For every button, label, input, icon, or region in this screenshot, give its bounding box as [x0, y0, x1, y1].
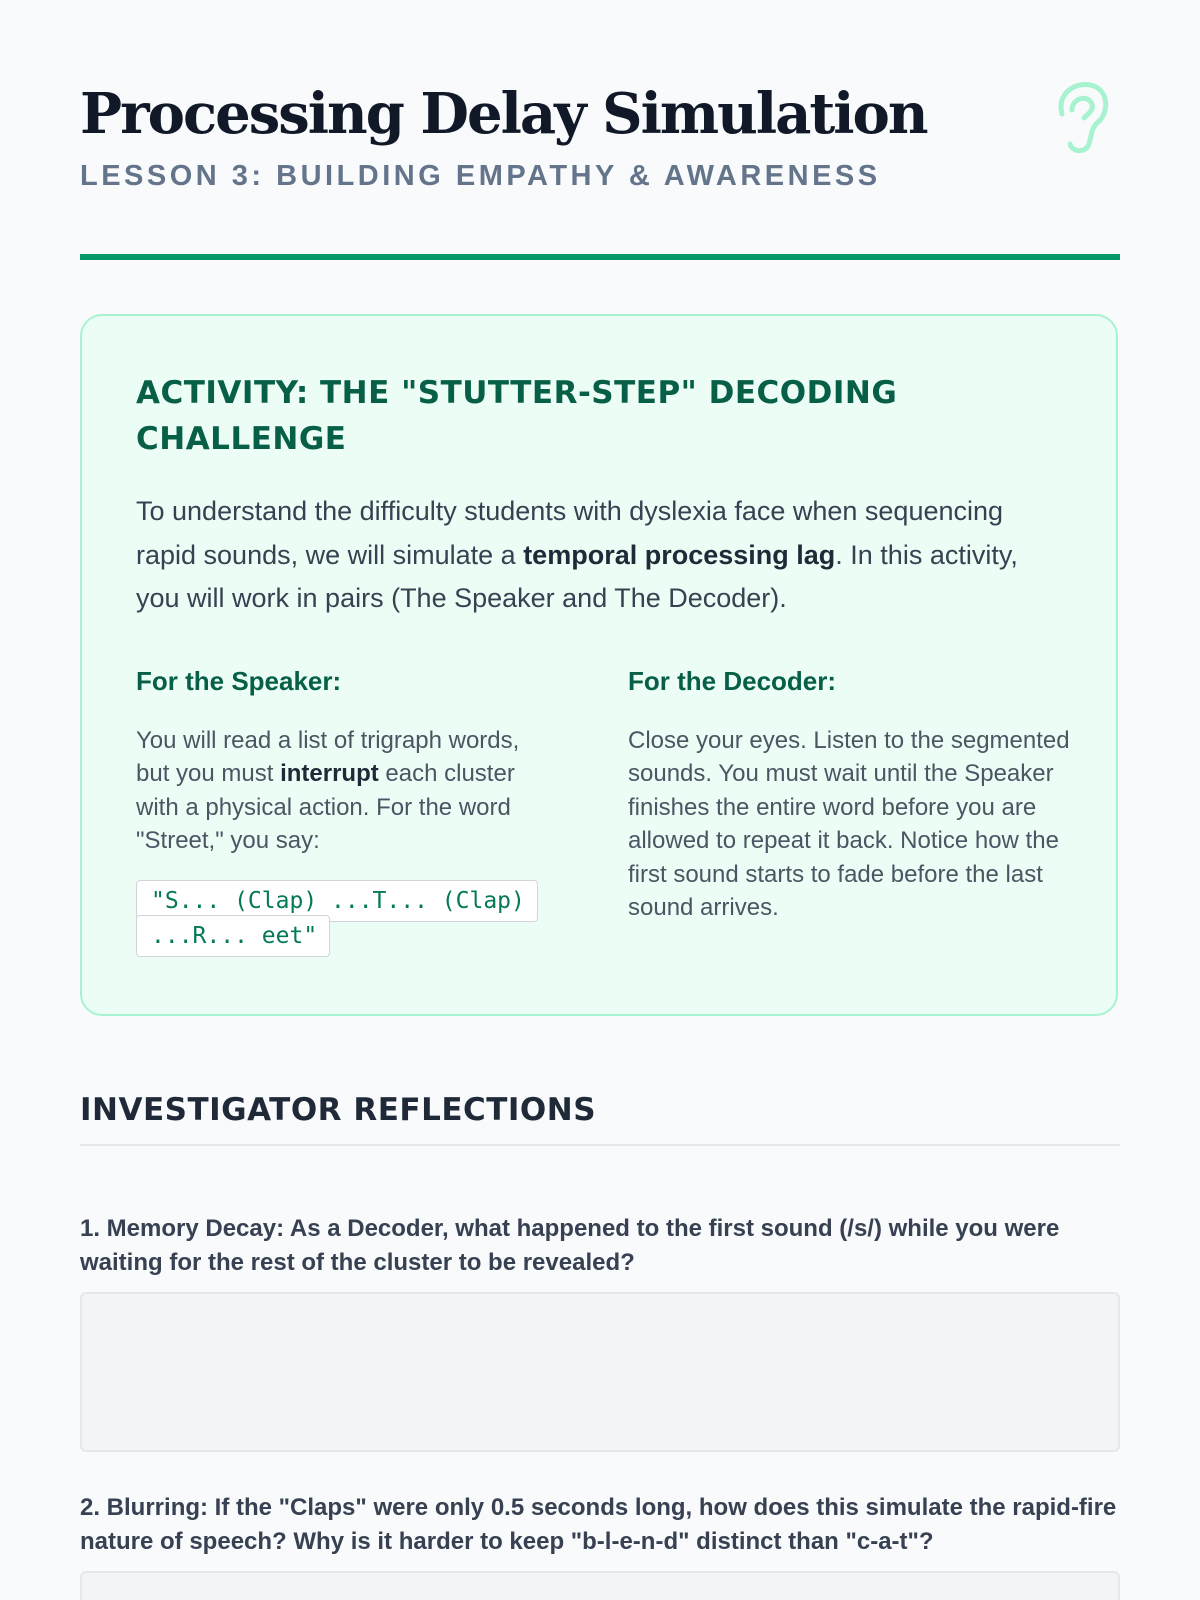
decoder-heading: For the Decoder: — [628, 666, 837, 696]
ear-icon — [1048, 80, 1112, 160]
activity-intro-emphasis: temporal processing lag — [523, 539, 836, 570]
speaker-instructions-emphasis: interrupt — [280, 760, 379, 788]
lesson-subtitle: LESSON 3: BUILDING EMPATHY & AWARENESS — [80, 160, 881, 192]
page-title: Processing Delay Simulation — [80, 81, 927, 147]
speaker-instructions-text: You will read a list of trigraph words, but you must — [136, 727, 520, 788]
speaker-heading: For the Speaker: — [136, 666, 342, 696]
question-1-label: 1. Memory Decay: As a Decoder, what happened to the first sound (/s/) while you were waiting for the rest of the cluster to be revealed? — [80, 1215, 1060, 1276]
question-2-label: 2. Blurring: If the "Claps" were only 0.5 seconds long, how does this simulate the rapid-fire nature of speech? Why is it harder to keep "b-l-e-n-d" distinct than "c-a-t"? — [80, 1494, 1117, 1555]
speaker-instructions-text-end: each cluster with a physical action. For the word "Street," you say: — [136, 760, 515, 855]
speaker-instructions — [136, 724, 556, 858]
reflections-title: INVESTIGATOR REFLECTIONS — [80, 1092, 597, 1128]
activity-title: ACTIVITY: THE "STUTTER-STEP" DECODING CHALLENGE — [136, 375, 898, 457]
header-divider — [80, 254, 1120, 260]
speaker-example-code: "S... (Clap) ...T... (Clap) ...R... eet" — [136, 880, 538, 957]
question-1-answer[interactable] — [80, 1292, 1120, 1452]
activity-intro — [136, 490, 1066, 621]
decoder-instructions: Close your eyes. Listen to the segmented sounds. You must wait until the Speaker finishes the entire word before you are allowed to repeat it back. Notice how the first sound starts to fade before the last sound arrives. — [628, 727, 1070, 922]
activity-intro-text-end: . In this activity, you will work in pairs (The Speaker and The Decoder). — [136, 539, 1018, 613]
speaker-example — [136, 884, 536, 954]
activity-card — [80, 314, 1118, 1016]
question-2-answer[interactable] — [80, 1571, 1120, 1600]
activity-intro-text: To understand the difficulty students with dyslexia face when sequencing rapid sounds, we will simulate a — [136, 496, 1004, 570]
reflections-divider — [80, 1144, 1120, 1146]
